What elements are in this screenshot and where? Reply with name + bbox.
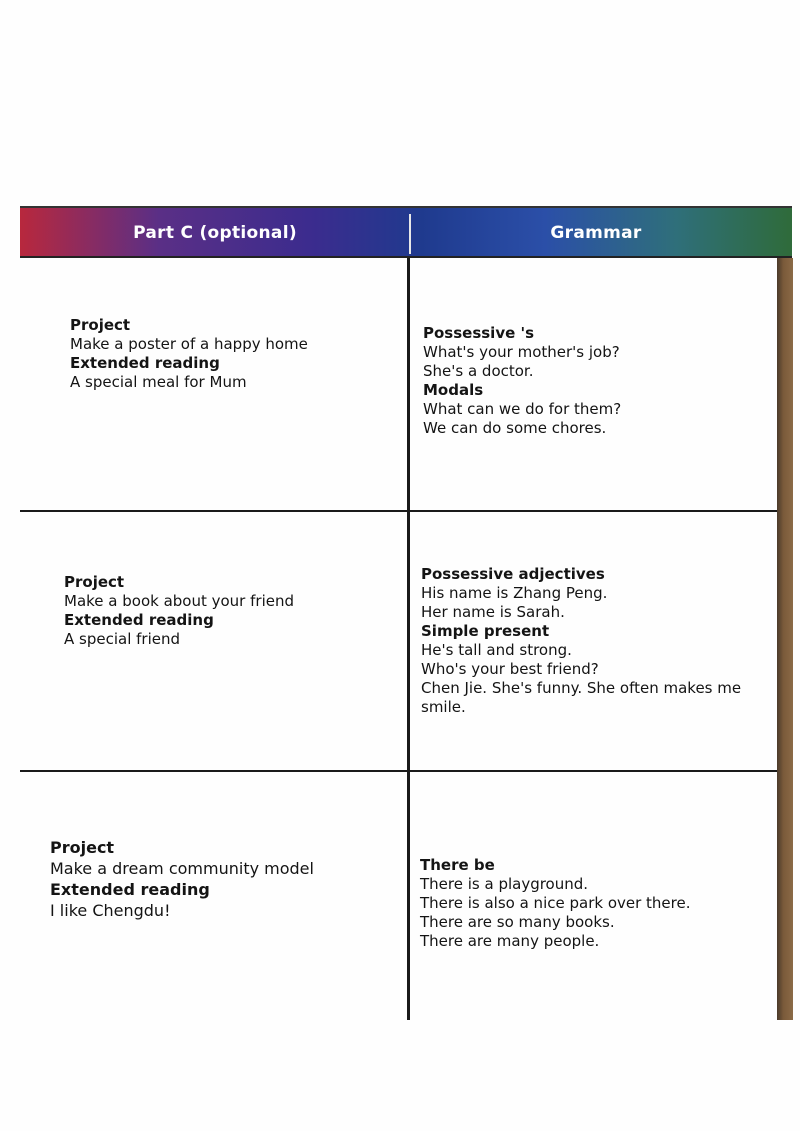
header-grammar: Grammar	[550, 223, 642, 243]
row-2-grammar-line-5: Chen Jie. She's funny. She often makes me smile.	[421, 679, 742, 716]
header-divider	[409, 214, 411, 254]
row-3-reading-heading: Extended reading	[50, 880, 210, 899]
row-1-grammar-line-3: What can we do for them?	[423, 400, 622, 418]
row-3-reading-text: I like Chengdu!	[50, 901, 171, 920]
row-1-project-text: Make a poster of a happy home	[70, 335, 308, 353]
row-2-grammar-line-3: He's tall and strong.	[421, 641, 572, 659]
row-1-grammar-heading-1: Possessive 's	[423, 324, 535, 342]
curriculum-table	[20, 206, 792, 1020]
row-divider-2	[20, 770, 777, 772]
row-2-project-heading: Project	[64, 573, 125, 591]
row-2-grammar-heading-1: Possessive adjectives	[421, 565, 605, 583]
row-3-grammar-line-4: There are many people.	[420, 932, 600, 950]
row-3-grammar-line-3: There are so many books.	[420, 913, 615, 931]
right-border	[777, 258, 793, 1020]
row-3-grammar-line-1: There is a playground.	[420, 875, 589, 893]
row-3-part-c-cell	[50, 837, 314, 921]
row-2-grammar-heading-2: Simple present	[421, 622, 550, 640]
row-1-part-c-cell	[70, 316, 308, 392]
column-divider	[407, 258, 410, 1020]
row-1-grammar-heading-2: Modals	[423, 381, 484, 399]
row-1-project-heading: Project	[70, 316, 131, 334]
row-3-grammar-heading-1: There be	[420, 856, 495, 874]
row-2-reading-text: A special friend	[64, 630, 181, 648]
row-2-grammar-line-2: Her name is Sarah.	[421, 603, 565, 621]
row-2-reading-heading: Extended reading	[64, 611, 214, 629]
row-2-project-text: Make a book about your friend	[64, 592, 294, 610]
row-3-grammar-line-2: There is also a nice park over there.	[420, 894, 691, 912]
row-1-reading-heading: Extended reading	[70, 354, 220, 372]
row-3-project-heading: Project	[50, 838, 115, 857]
row-1-grammar-line-1: What's your mother's job?	[423, 343, 620, 361]
row-3-grammar-cell	[420, 856, 690, 951]
table-header	[20, 206, 792, 258]
row-2-part-c-cell	[64, 573, 294, 649]
row-1-grammar-line-2: She's a doctor.	[423, 362, 534, 380]
row-divider-1	[20, 510, 777, 512]
row-2-grammar-line-4: Who's your best friend?	[421, 660, 599, 678]
row-2-grammar-line-1: His name is Zhang Peng.	[421, 584, 608, 602]
row-2-grammar-cell	[421, 565, 766, 717]
row-1-grammar-cell	[423, 324, 621, 438]
header-part-c: Part C (optional)	[133, 223, 297, 243]
row-3-project-text: Make a dream community model	[50, 859, 314, 878]
row-1-reading-text: A special meal for Mum	[70, 373, 247, 391]
row-1-grammar-line-4: We can do some chores.	[423, 419, 607, 437]
